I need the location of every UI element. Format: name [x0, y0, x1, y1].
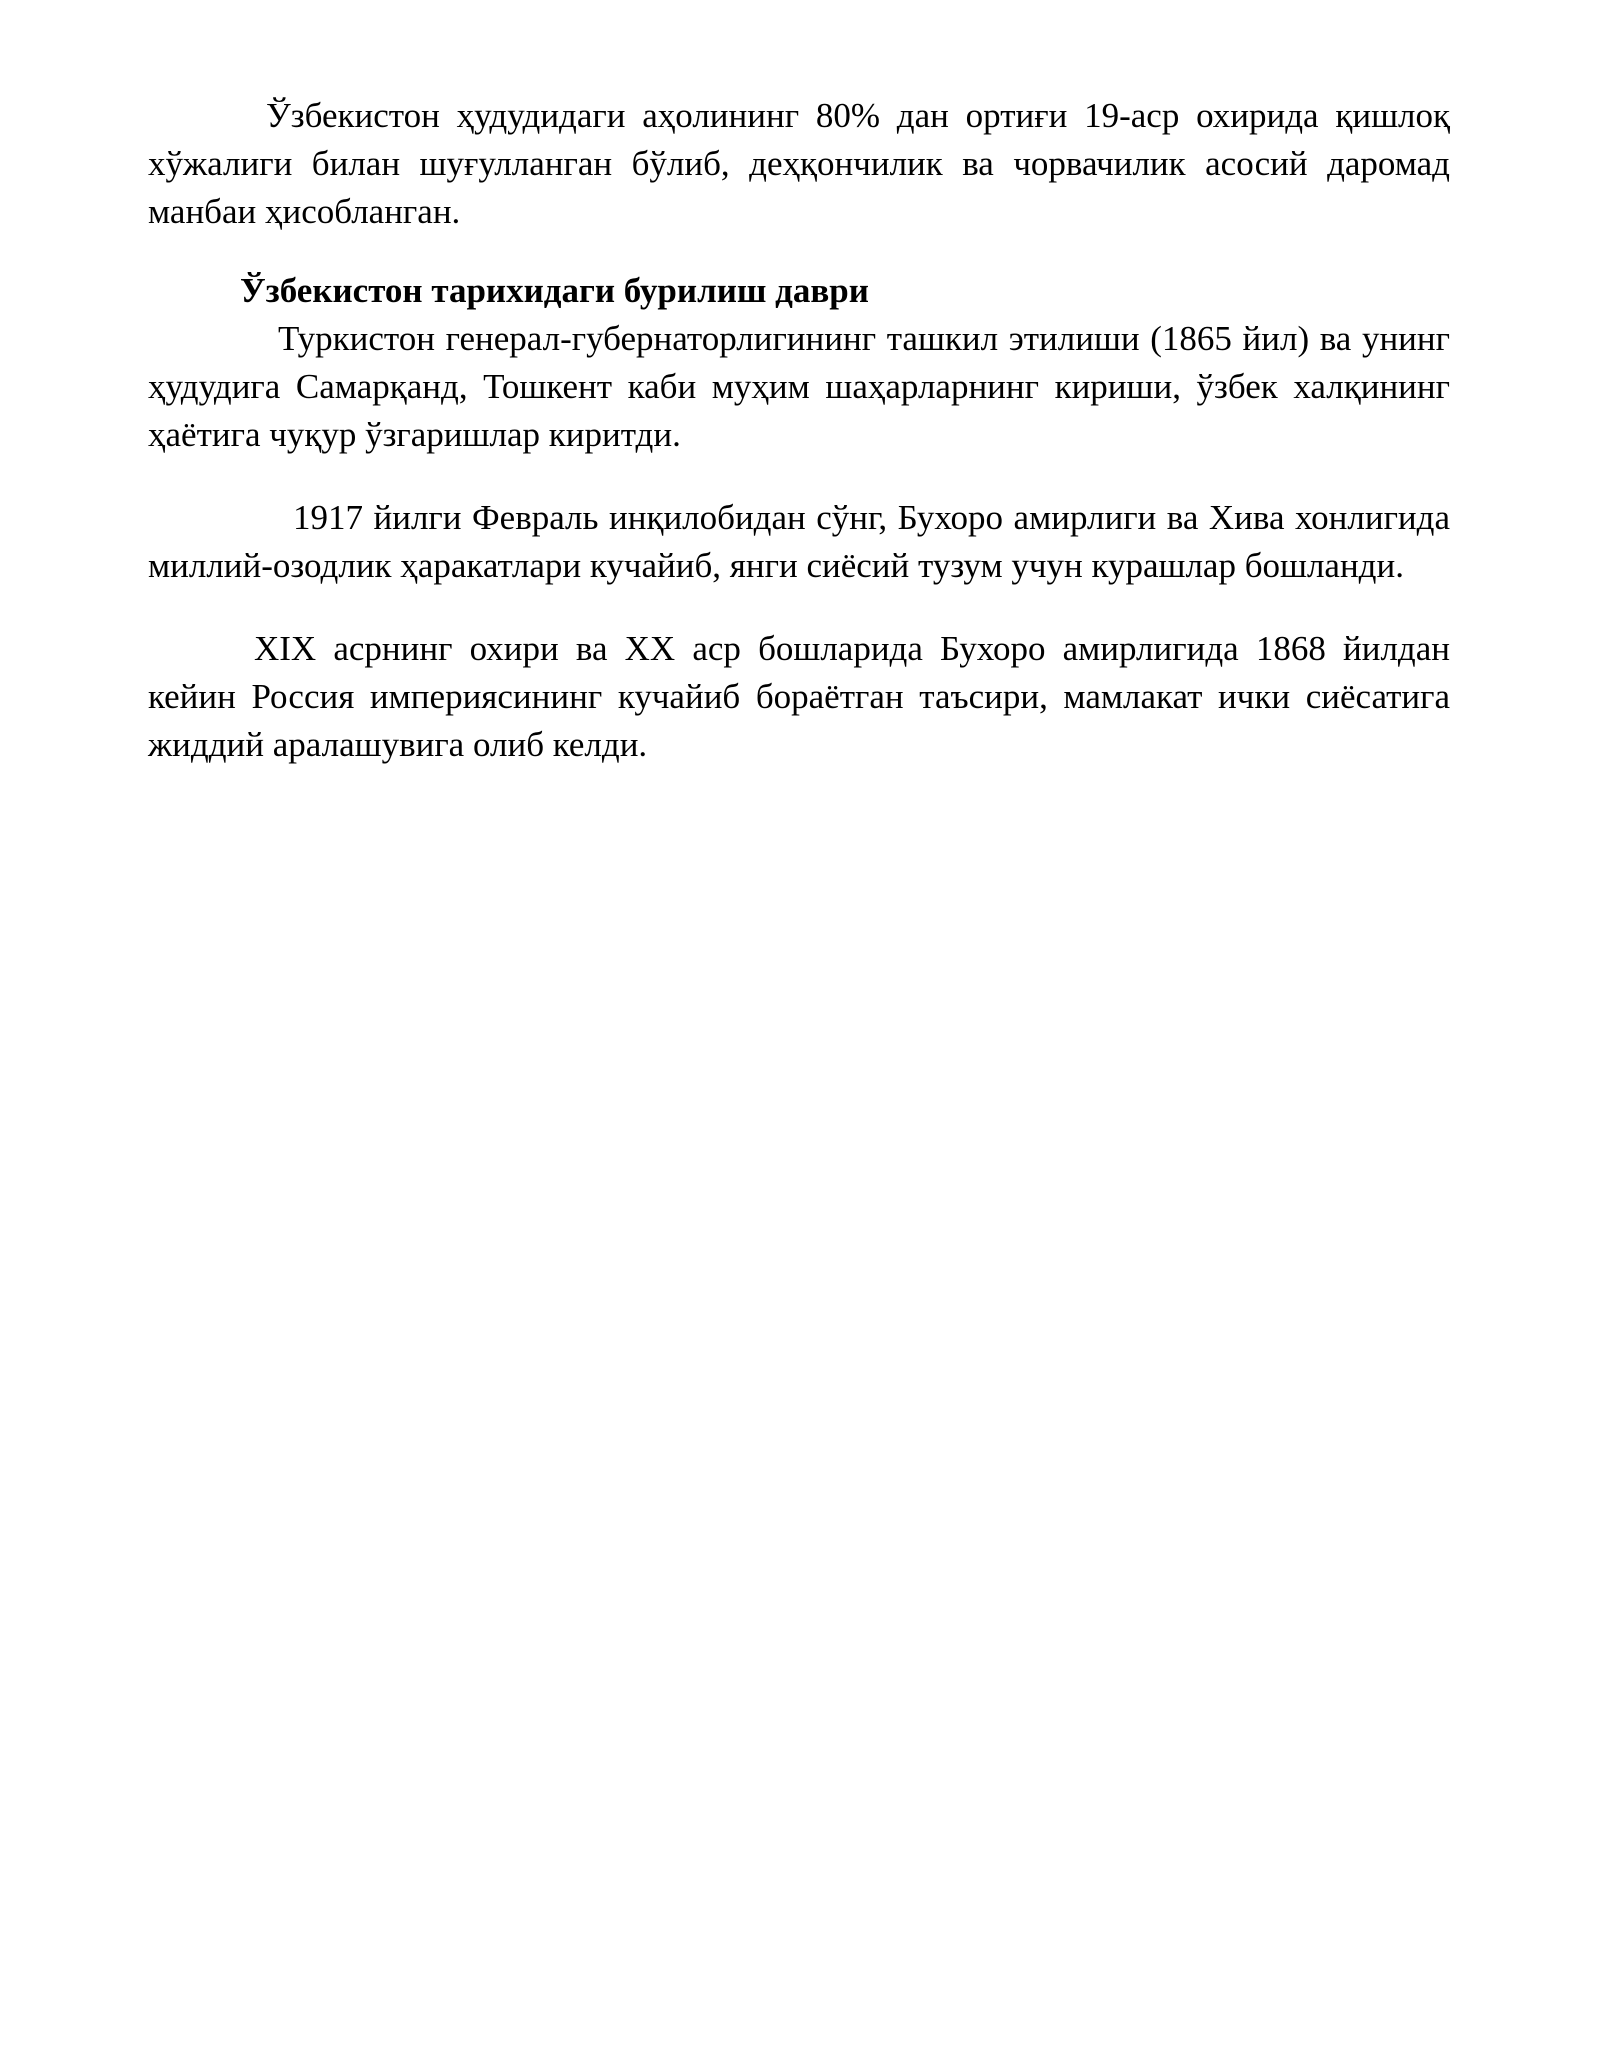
paragraph-agriculture: Ўзбекистон ҳудудидаги аҳолининг 80% дан ортиғи 19-аср охирида қишлоқ хўжалиги билан шуғулланган бўлиб, деҳқончилик ва чорвачилик асосий даромад манбаи ҳисобланган. — [148, 96, 1450, 231]
paragraph-turkestan: Туркистон генерал-губернаторлигининг ташкил этилиши (1865 йил) ва унинг ҳудудига Самарқанд, Тошкент каби муҳим шаҳарларнинг кириши, ўзбек халқининг ҳаётига чуқур ўзгаришлар киритди. — [148, 319, 1450, 454]
paragraph-bukhara: XIX асрнинг охири ва XX аср бошларида Бухоро амирлигида 1868 йилдан кейин Россия империясининг кучайиб бораётган таъсири, мамлакат ички сиёсатига жиддий аралашувига олиб келди. — [148, 629, 1450, 764]
section-heading: Ўзбекистон тарихидаги бурилиш даври — [240, 271, 869, 310]
paragraph-revolution: 1917 йилги Февраль инқилобидан сўнг, Бухоро амирлиги ва Хива хонлигида миллий-озодлик ҳаракатлари кучайиб, янги сиёсий тузум учун курашлар бошланди. — [148, 498, 1450, 585]
document-page — [148, 92, 1450, 769]
